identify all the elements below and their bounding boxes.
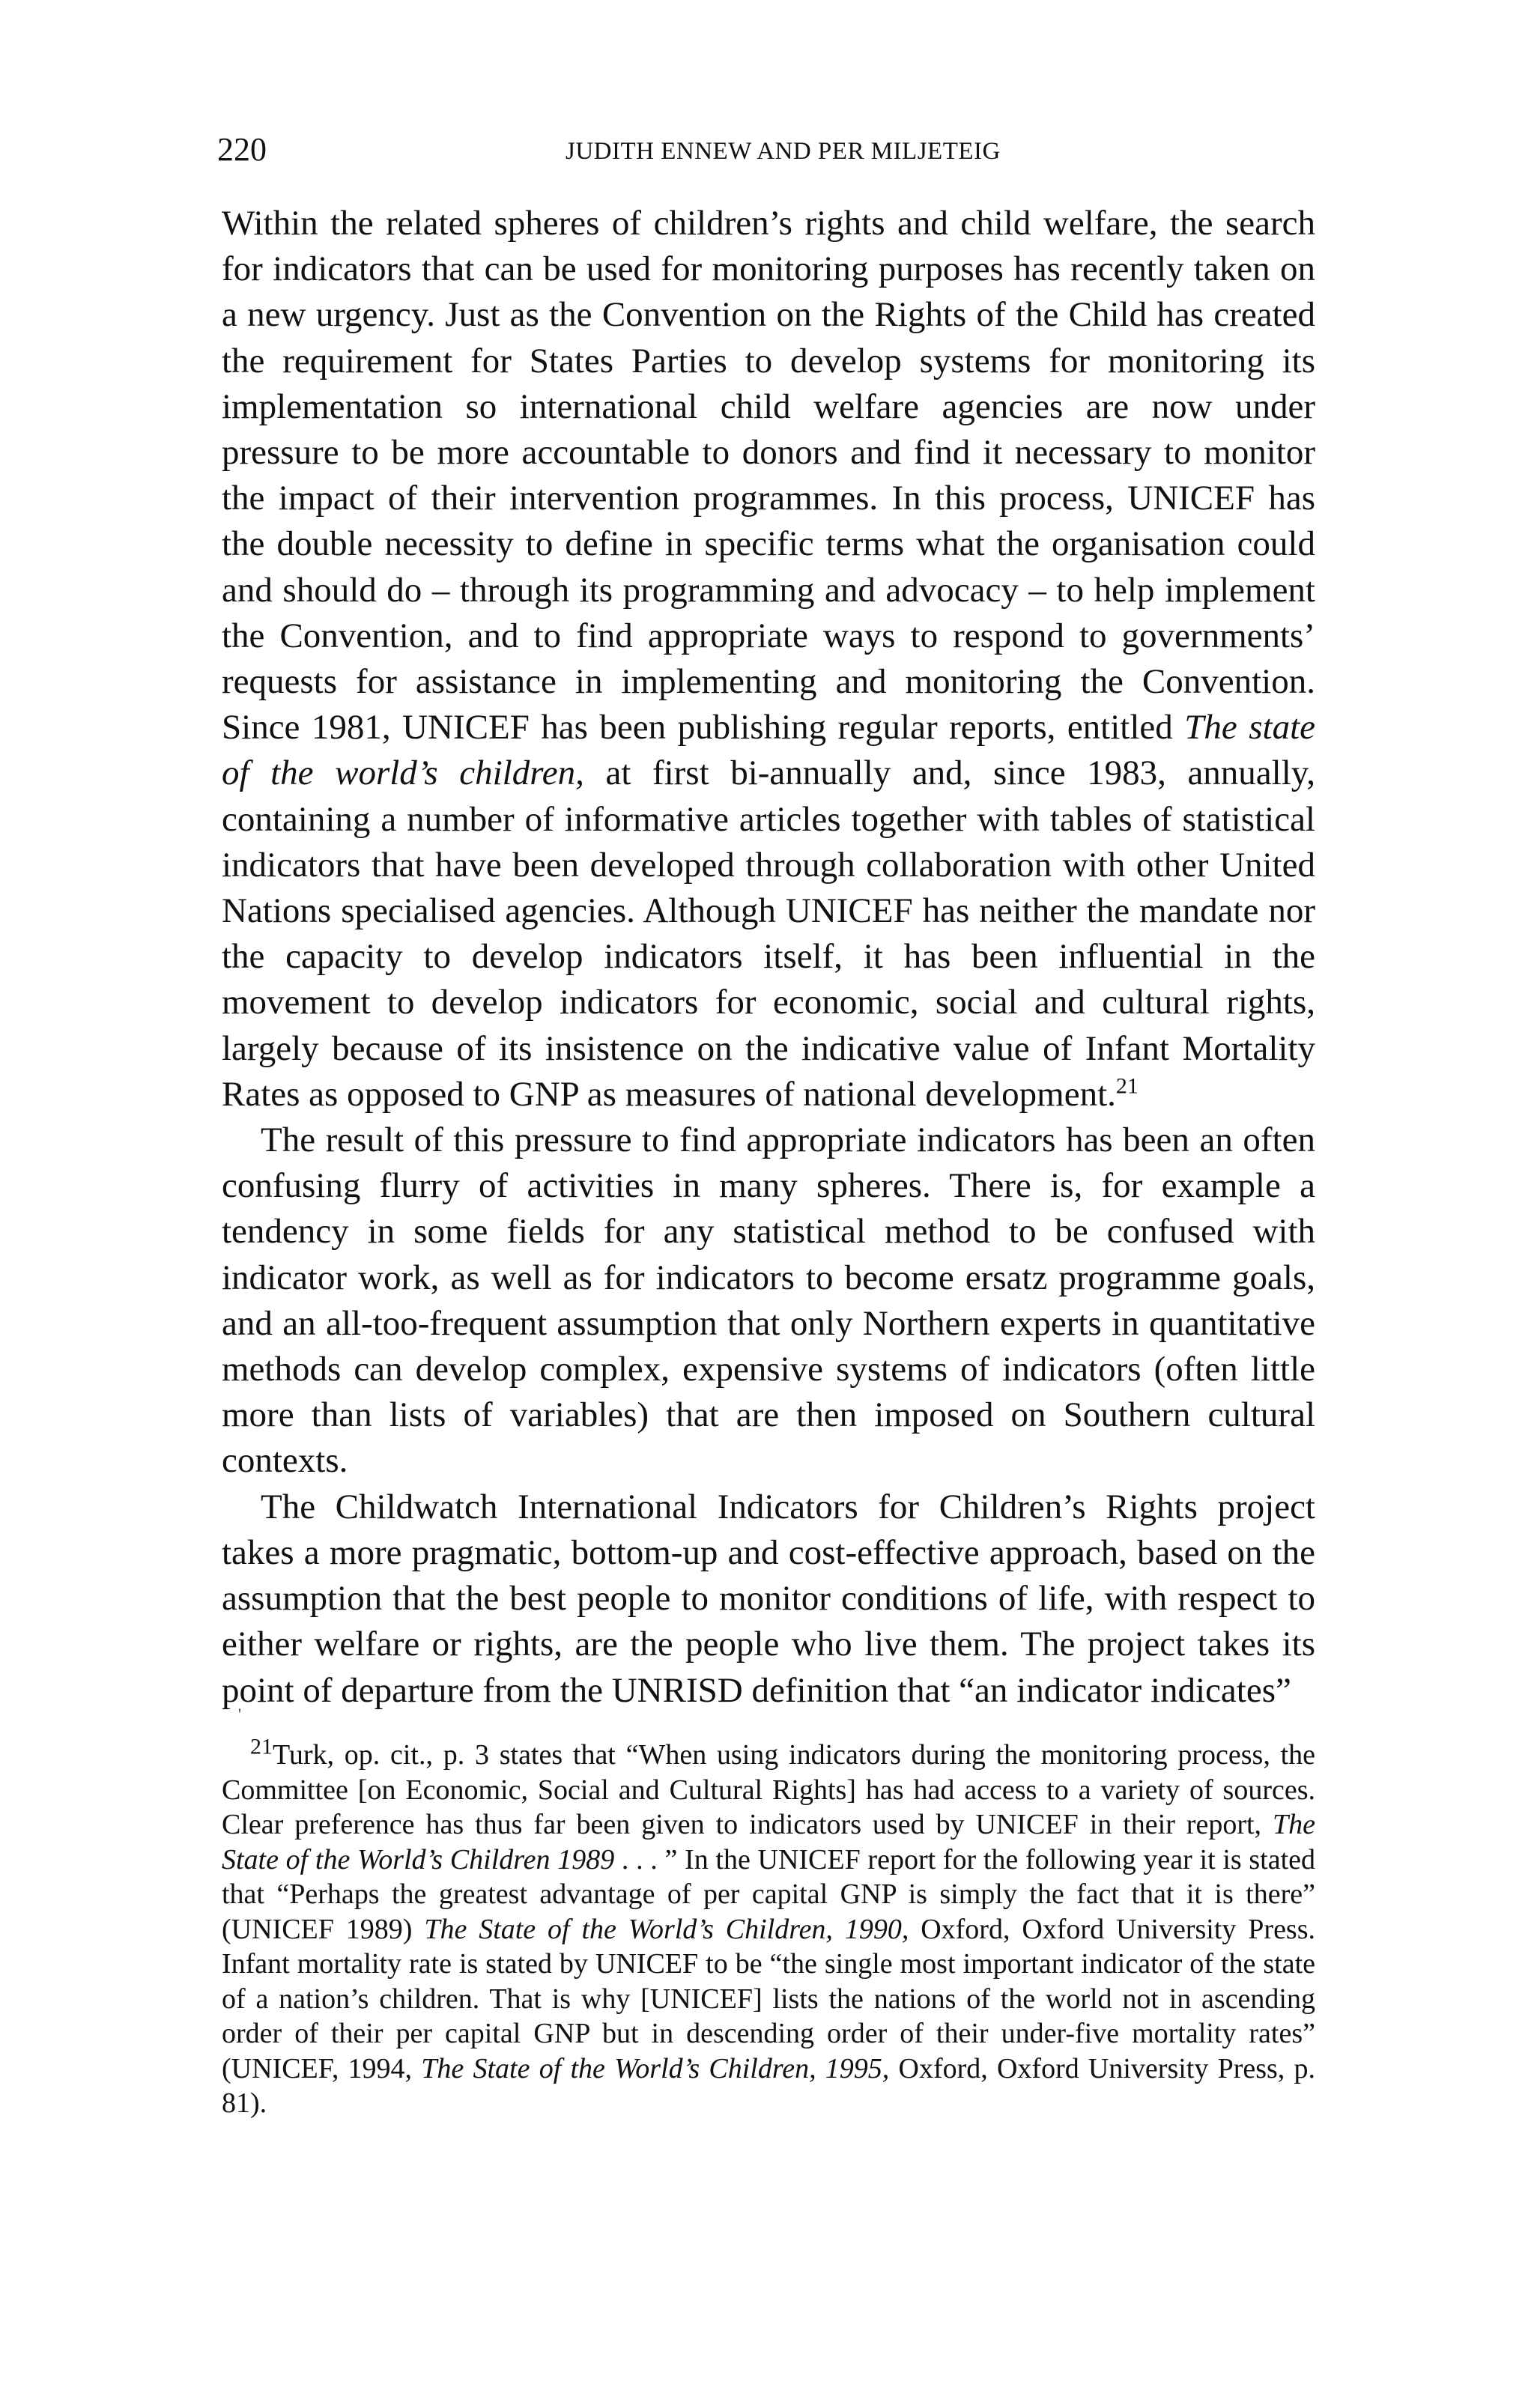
paragraph-1 — [222, 201, 1315, 1117]
paragraph-1-title: The state of the world’s children, — [222, 708, 1315, 793]
page-header — [217, 127, 1315, 172]
footnote-text-4: Oxford, Oxford University Press, p. 81). — [222, 2052, 1316, 2119]
body-text — [222, 201, 1315, 1714]
paragraph-1-text-b: at first bi-annually and, since 1983, annually, containing a number of informative articles together with tables of statistical indicators that have been developed through collaboration with other United Nations specialised agencies. Although UNICEF has neither the mandate nor the capacity to develop indicators itself, it has been influential in the movement to develop indicators for economic, social and cultural rights, largely because of its insistence on the indicative value of Infant Mortality Rates as opposed to GNP as measures of national development. — [222, 753, 1315, 1114]
paragraph-3: The Childwatch International Indicators for Children’s Rights project takes a more pragmatic, bottom-up and cost-effective approach, based on the assumption that the best people to monitor conditions of life, with respect to either welfare or rights, are the people who live them. The project takes its point of departure from the UNRISD definition that “an indicator indicates” — [222, 1487, 1315, 1710]
footnote-title-1: The State of the World’s Children 1989 — [222, 1809, 1315, 1875]
paragraph-2: The result of this pressure to find appropriate indicators has been an often confusing flurry of activities in many spheres. There is, for example a tendency in some fields for any statistical method to be confused with indicator work, as well as for indicators to become ersatz programme goals, and an all-too-frequent assumption that only Northern experts in quantitative methods can develop complex, expensive systems of indicators (often little more than lists of variables) that are then imposed on Southern cultural contexts. — [222, 1120, 1315, 1481]
footnote-reference: 21 — [1115, 1073, 1139, 1099]
running-head: JUDITH ENNEW AND PER MILJETEIG — [566, 138, 1001, 165]
footnote-title-2: The State of the World’s Children, 1990, — [424, 1913, 909, 1945]
paragraph-1-text-a: Within the related spheres of children’s rights and child welfare, the search for indicators that can be used for monitoring purposes has recently taken on a new urgency. Just as the Convention on the Rights of the Child has created the requirement for States Parties to develop systems for monitoring its implementation so international child welfare agencies are now under pressure to be more accountable to donors and find it necessary to monitor the impact of their intervention programmes. In this process, UNICEF has the double necessity to define in specific terms what the organisation could and should do – through its programming and advocacy – to help implement the Convention, and to find appropriate ways to respond to governments’ requests for assistance in implementing and monitoring the Convention. Since 1981, UNICEF has been publishing regular reports, entitled — [222, 204, 1315, 747]
stray-mark: ' — [238, 1705, 241, 1723]
footnote-21 — [222, 1734, 1316, 2121]
footnote-text-3: Oxford, Oxford University Press. Infant mortality rate is stated by UNICEF to be “the single most important indicator of the state of a nation’s children. That is why [UNICEF] lists the nations of the world not in ascending order of their per capital GNP but in descending order of their under-five mortality rates” (UNICEF, 1994, — [222, 1913, 1316, 2084]
footnote-title-3: The State of the World’s Children, 1995, — [421, 2052, 890, 2084]
footnote-text-2: . . . ” In the UNICEF report for the following year it is stated that “Perhaps the greatest advantage of per capital GNP is simply the fact that it is there” (UNICEF 1989) — [222, 1843, 1315, 1945]
footnotes — [222, 1734, 1316, 2121]
footnote-number: 21 — [250, 1734, 273, 1759]
footnote-text-1: Turk, op. cit., p. 3 states that “When using indicators during the monitoring process, the Committee [on Economic, Social and Cultural Rights] has had access to a variety of sources. Clear preference has thus far been given to indicators used by UNICEF in their report, — [222, 1739, 1315, 1840]
page-number: 220 — [217, 131, 267, 168]
